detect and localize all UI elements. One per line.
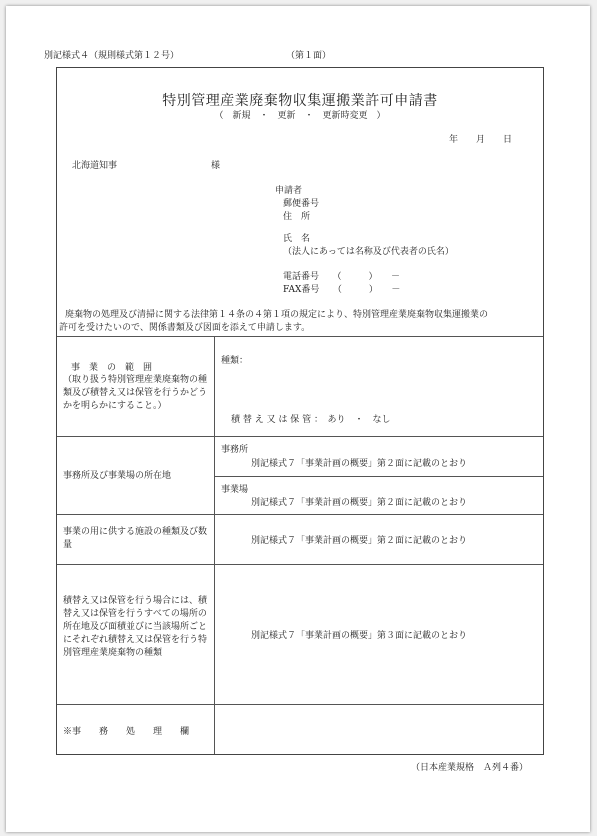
addressee-honorific: 様 <box>211 161 221 171</box>
row-divider <box>57 564 543 565</box>
page-number: （第１面） <box>286 51 332 61</box>
office-value: 別記様式７「事業計画の概要」第２面に記載のとおり <box>251 459 468 469</box>
name-label: 氏 名 <box>283 234 311 244</box>
postal-code-label: 郵便番号 <box>283 199 320 209</box>
storage-places-label: 積替え又は保管を行う場合には、積替え又は保管を行うすべての場所の所在地及び面積並びに当該場所ごとにそれぞれ積替え又は保管を行う特別管理産業廃棄物の種類 <box>63 596 208 658</box>
fax-label: FAX番号 （ ） － <box>283 285 401 295</box>
office-use-label: ※事 務 処 理 欄 <box>63 727 190 737</box>
site-label: 事業場 <box>221 485 249 495</box>
form-title: 特別管理産業廃棄物収集運搬業許可申請書 <box>162 93 438 109</box>
location-sub-divider <box>215 476 543 477</box>
facilities-label: 事業の用に供する施設の種類及び数量 <box>63 527 208 550</box>
location-label: 事務所及び事業場の所在地 <box>63 471 172 481</box>
storage-places-value: 別記様式７「事業計画の概要」第３面に記載のとおり <box>251 631 468 641</box>
waste-type-label: 種類： <box>221 356 249 366</box>
office-label: 事務所 <box>221 445 249 455</box>
facilities-value: 別記様式７「事業計画の概要」第２面に記載のとおり <box>251 536 468 546</box>
applicant-label: 申請者 <box>275 186 303 196</box>
row-divider <box>57 436 543 437</box>
application-form-frame <box>56 67 544 755</box>
name-note: （法人にあっては名称及び代表者の氏名） <box>283 247 454 257</box>
date-line: 年 月 日 <box>449 135 513 145</box>
phone-label: 電話番号 （ ） － <box>283 272 401 282</box>
site-value: 別記様式７「事業計画の概要」第２面に記載のとおり <box>251 498 468 508</box>
table-top-border <box>57 336 543 337</box>
application-type-options: （ 新規 ・ 更新 ・ 更新時変更 ） <box>214 111 386 121</box>
document-page <box>6 6 590 832</box>
row-divider <box>57 704 543 705</box>
storage-option: 積 替 え 又 は 保 管 ： あり ・ なし <box>231 415 391 425</box>
statement-line-2: 許可を受けたいので、関係書類及び図面を添えて申請します。 <box>59 323 311 333</box>
address-label: 住 所 <box>283 212 311 222</box>
table-column-divider <box>214 336 215 754</box>
statement-line-1: 廃棄物の処理及び清掃に関する法律第１４条の４第１項の規定により、特別管理産業廃棄物収集運搬業の <box>65 310 489 320</box>
form-number: 別記様式４（規則様式第１２号） <box>44 51 180 61</box>
addressee-name: 北海道知事 <box>72 161 118 171</box>
scope-heading: 事 業 の 範 囲 <box>71 363 153 373</box>
paper-size-note: （日本産業規格 Ａ列４番） <box>411 763 529 773</box>
row-divider <box>57 514 543 515</box>
scope-note: （取り扱う特別管理産業廃棄物の種類及び積替え又は保管を行うかどうかを明らかにすること。） <box>63 375 208 411</box>
